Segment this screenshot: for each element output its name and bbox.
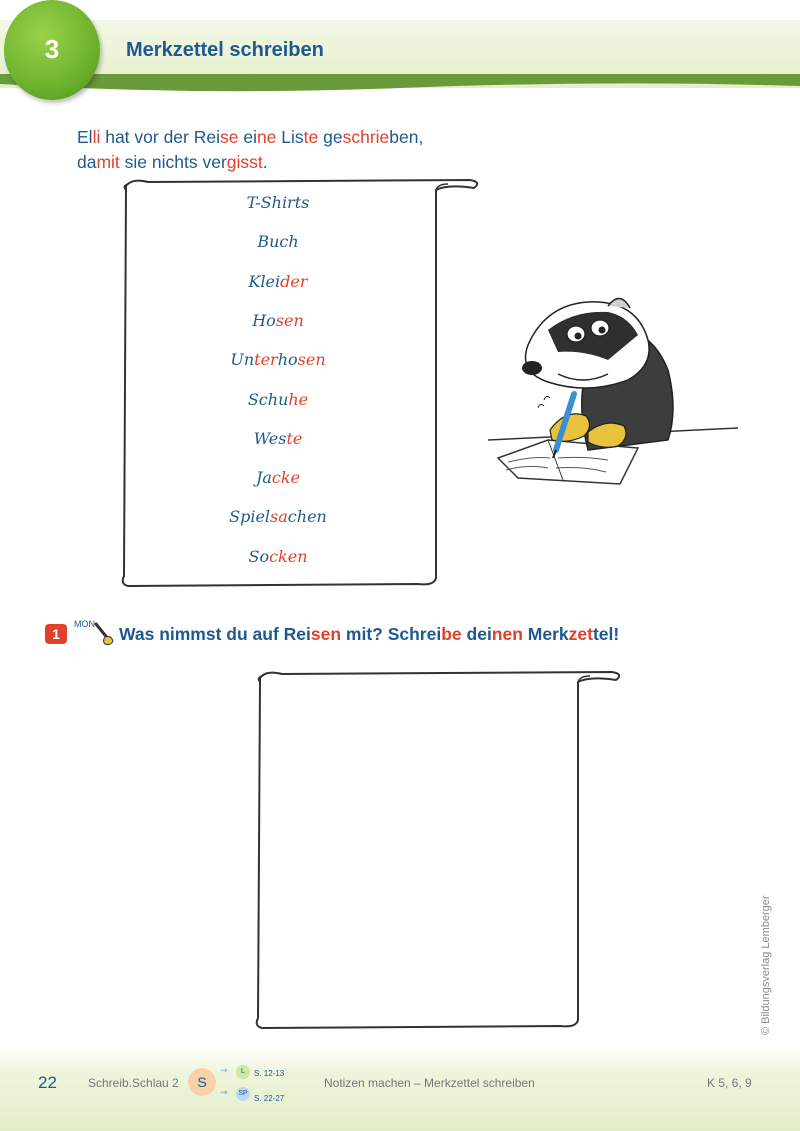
competencies: K 5, 6, 9 [707, 1076, 752, 1090]
text-run: Buch [257, 232, 299, 252]
sp-pages: S. 22-27 [254, 1094, 285, 1103]
text-run: Ho [252, 310, 276, 330]
text-run: tel! [592, 624, 620, 644]
mon-label: MON [74, 619, 95, 629]
list-item [118, 232, 438, 251]
copyright-notice: © Bildungsverlag Lemberger [760, 895, 772, 1035]
list-item [118, 193, 438, 212]
list-item [118, 350, 438, 369]
text-run: mit? Schrei [341, 624, 442, 644]
arrow-icon: → [220, 1088, 228, 1098]
intro-line-1 [77, 125, 497, 150]
syllable-highlight: li [92, 127, 101, 147]
syllable-highlight: be [441, 624, 462, 644]
pencil-icon [93, 621, 115, 647]
footer-topic: Notizen machen – Merkzettel schreiben [324, 1076, 535, 1090]
syllable-highlight: ne [256, 127, 277, 147]
text-run: Schu [247, 389, 289, 409]
text-run: chen [287, 507, 327, 527]
text-run: Was nimmst du auf [119, 624, 284, 644]
syllable-highlight: cke [271, 468, 301, 488]
text-run: ge [318, 127, 343, 147]
text-run: . [262, 152, 268, 172]
chapter-number: 3 [44, 34, 60, 64]
list-item [118, 272, 438, 291]
text-run: ben, [389, 127, 424, 147]
syllable-highlight: sa [270, 507, 288, 527]
text-run: ei [238, 127, 257, 147]
scroll-paper-empty [252, 668, 624, 1032]
arrow-icon: → [220, 1066, 228, 1076]
text-run: Klei [248, 271, 281, 291]
syllable-highlight: mit [96, 152, 120, 172]
l-pages: S. 12-13 [254, 1069, 285, 1078]
task-number-badge: 1 [45, 624, 67, 644]
text-run: dei [461, 624, 492, 644]
intro-text [77, 125, 497, 175]
list-item [118, 390, 438, 409]
sp-badge: SP [236, 1087, 250, 1101]
text-run: El [77, 127, 93, 147]
syllable-highlight: sen [297, 350, 326, 370]
book-title: Schreib.Schlau 2 [88, 1076, 179, 1090]
list-item [118, 429, 438, 448]
text-run: Rei [283, 624, 311, 644]
syllable-highlight: der [280, 271, 308, 291]
badger-writing-illustration [488, 290, 738, 490]
text-run: Lis [276, 127, 304, 147]
writing-scroll [252, 668, 624, 1032]
syllable-highlight: te [286, 428, 303, 448]
page-title: Merkzettel schreiben [126, 39, 324, 61]
text-run: Merk [522, 624, 569, 644]
text-run: ho [277, 350, 298, 370]
text-run: Ja [255, 468, 272, 488]
syllable-highlight: nen [491, 624, 523, 644]
syllable-highlight: sen [310, 624, 342, 644]
syllable-highlight: cken [269, 546, 308, 566]
text-run: T-Shirts [246, 193, 310, 212]
list-item [118, 311, 438, 330]
text-run: Spiel [229, 507, 271, 527]
syllable-highlight: he [288, 389, 309, 409]
text-run: So [248, 546, 270, 566]
text-run: da [77, 152, 97, 172]
syllable-highlight: schrie [342, 127, 390, 147]
example-scroll [118, 176, 482, 590]
l-badge: L [236, 1065, 250, 1079]
list-item [118, 468, 438, 487]
list-item [118, 507, 438, 526]
header-band-edge [0, 74, 800, 96]
syllable-highlight: te [303, 127, 319, 147]
syllable-highlight: sen [275, 310, 304, 330]
syllable-highlight: gisst [226, 152, 263, 172]
page-number: 22 [38, 1073, 57, 1092]
syllable-highlight: zet [568, 624, 593, 644]
text-run: Wes [253, 428, 287, 448]
syllable-highlight: ter [254, 350, 278, 370]
footer [0, 1047, 800, 1131]
task-1 [45, 621, 765, 651]
text-run: hat vor der Rei [100, 127, 220, 147]
list-item [118, 547, 438, 566]
syllable-highlight: se [219, 127, 239, 147]
task-instruction [119, 624, 619, 645]
text-run: Un [230, 350, 255, 370]
s-badge: S [188, 1068, 216, 1096]
intro-line-2 [77, 150, 497, 175]
text-run: sie nichts ver [119, 152, 227, 172]
